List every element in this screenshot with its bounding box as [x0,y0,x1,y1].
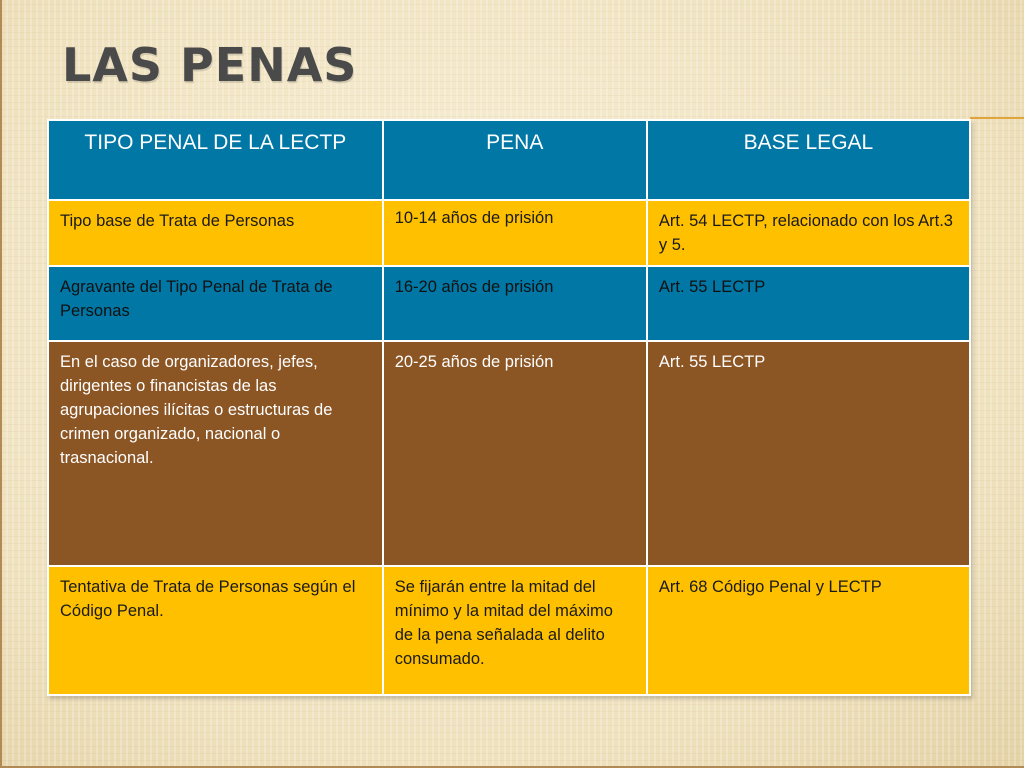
cell-tipo-penal: En el caso de organizadores, jefes, dirigentes o financistas de las agrupaciones ilícitas o estructuras de crimen organizado, nacional o trasnacional. [48,341,383,566]
cell-tipo-penal: Tentativa de Trata de Personas según el Código Penal. [48,566,383,695]
cell-pena: 16-20 años de prisión [383,266,647,341]
column-header-tipo-penal: TIPO PENAL DE LA LECTP [48,120,383,200]
slide-title: LAS PENAS [62,38,358,92]
column-header-base-legal: BASE LEGAL [647,120,970,200]
cell-pena-text: 10-14 años de prisión [394,209,554,227]
title-accent-rule [970,117,1024,119]
table-row [48,200,970,266]
cell-base-legal: Art. 54 LECTP, relacionado con los Art.3 y 5. [647,200,970,266]
cell-pena [383,200,647,266]
cell-tipo-penal: Agravante del Tipo Penal de Trata de Personas [48,266,383,341]
penas-table [47,119,971,696]
cell-base-legal: Art. 68 Código Penal y LECTP [647,566,970,695]
cell-base-legal: Art. 55 LECTP [647,341,970,566]
table-row [48,341,970,566]
column-header-pena: PENA [383,120,647,200]
cell-pena: Se fijarán entre la mitad del mínimo y la mitad del máximo de la pena señalada al delito consumado. [383,566,647,695]
table-row [48,566,970,695]
table-header-row [48,120,970,200]
cell-pena: 20-25 años de prisión [383,341,647,566]
cell-tipo-penal: Tipo base de Trata de Personas [48,200,383,266]
table-row [48,266,970,341]
cell-base-legal: Art. 55 LECTP [647,266,970,341]
